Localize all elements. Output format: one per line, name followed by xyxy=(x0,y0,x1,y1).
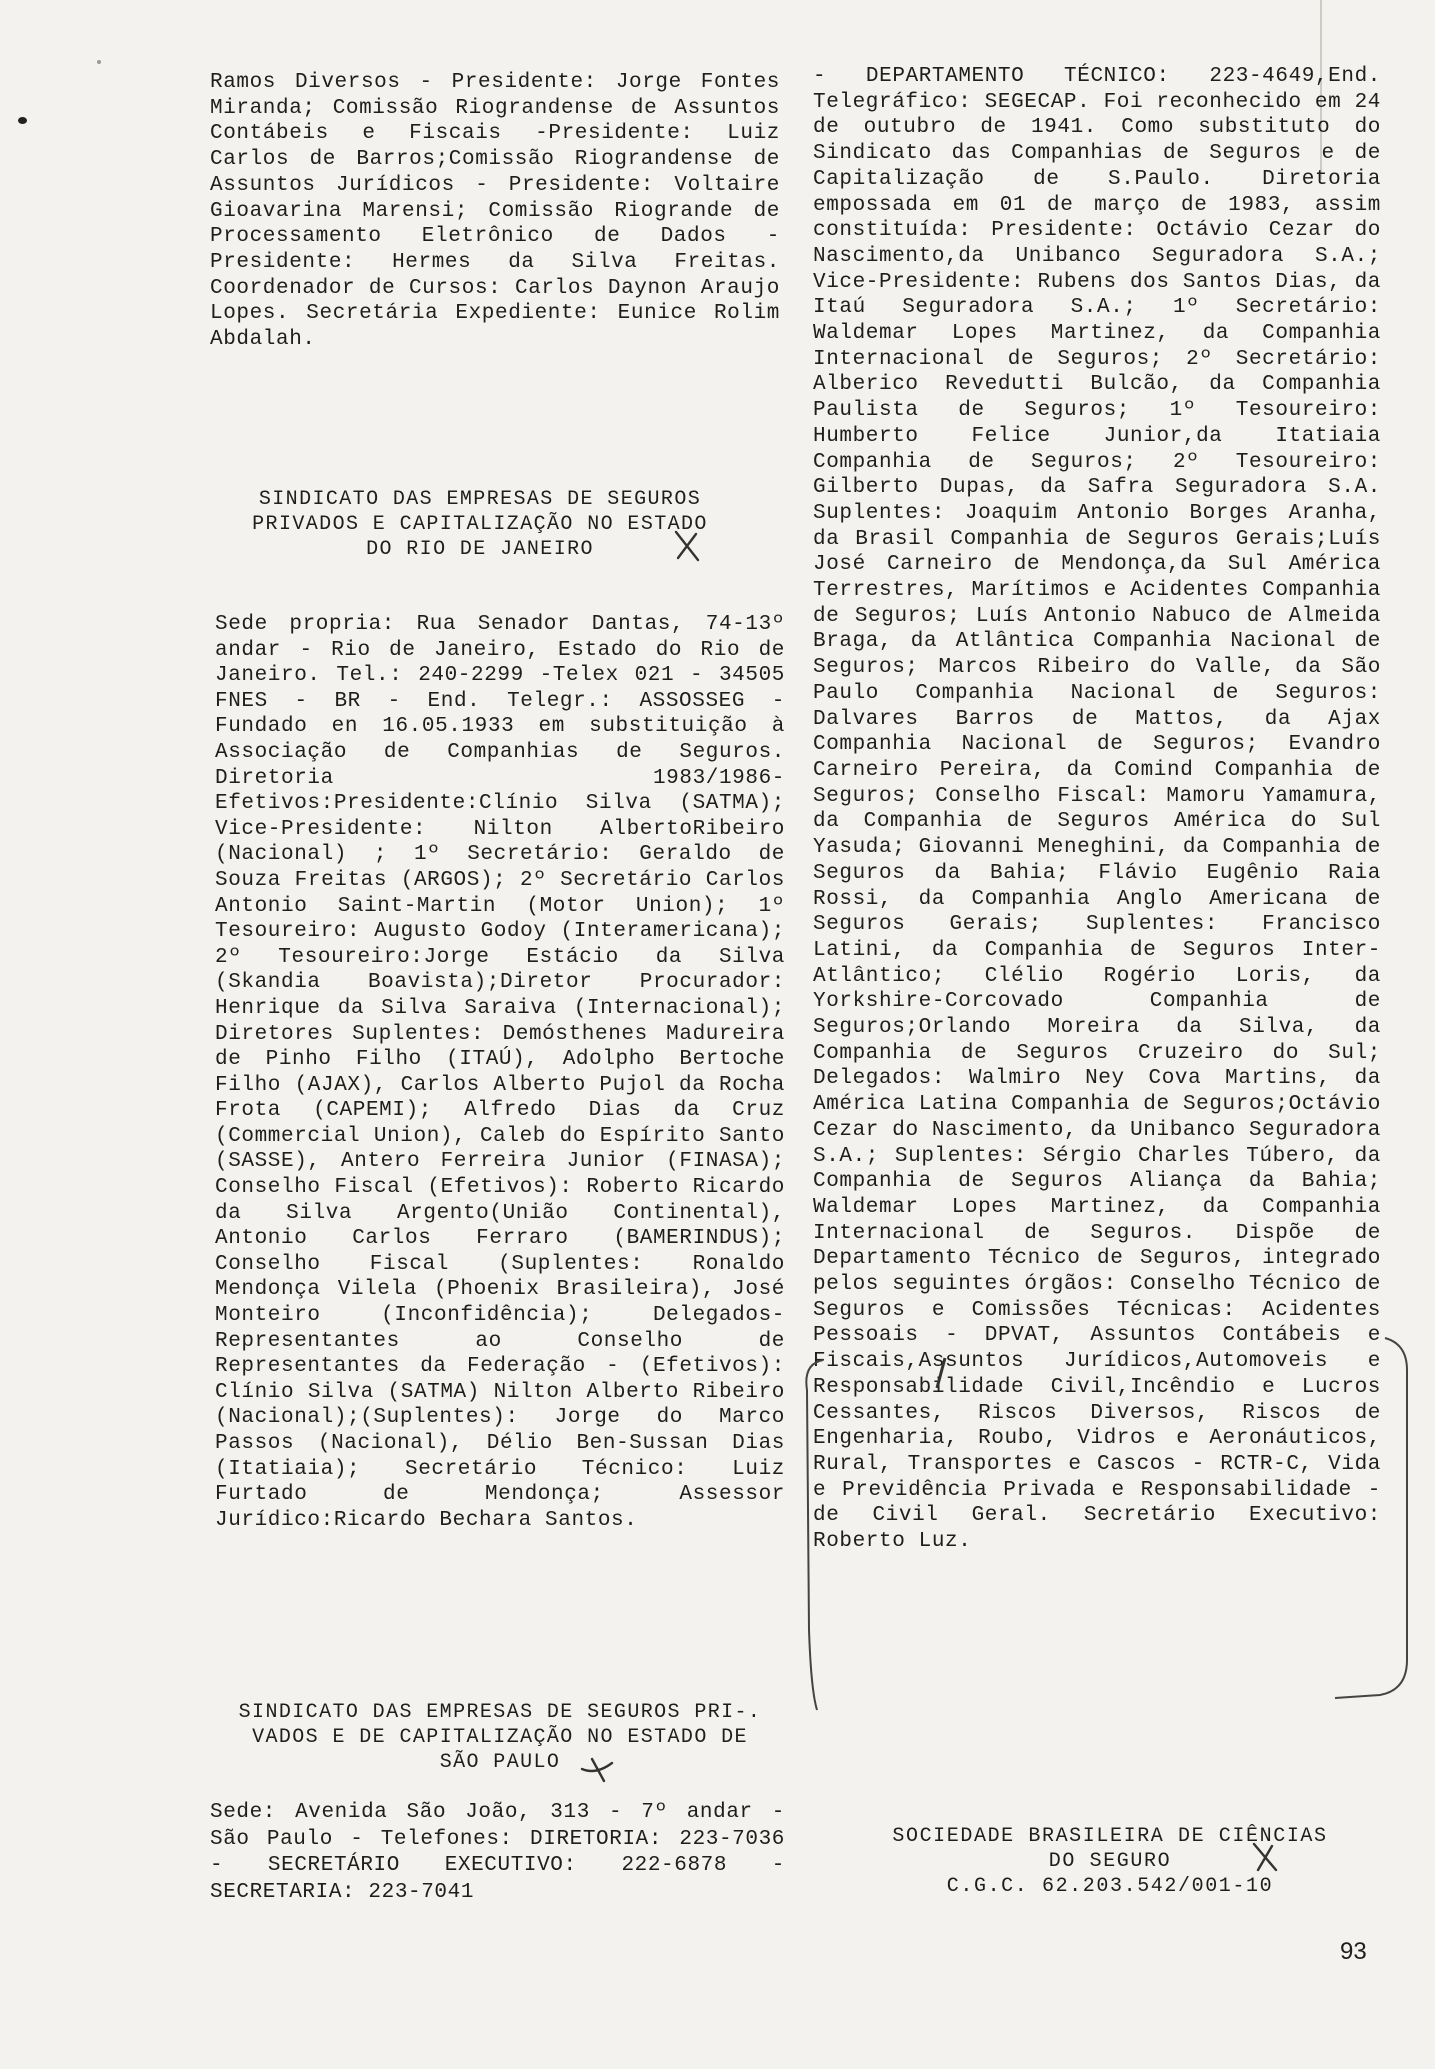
sp-body-text: Sede: Avenida São João, 313 - 7º andar - São Paulo - Telefones: DIRETORIA: 223-7036 - SECRETÁRIO EXECUTIVO: 222-6878 - SECRETARIA: 223-7041 xyxy=(210,1801,785,1904)
rio-heading-line-2: PRIVADOS E CAPITALIZAÇÃO NO ESTADO xyxy=(252,513,708,536)
society-heading xyxy=(845,1824,1375,1899)
right-body-text: - DEPARTAMENTO TÉCNICO: 223-4649,End. Telegráfico: SEGECAP. Foi reconhecido em 24 de outubro de 1941. Como substituto do Sindicato das Companhias de Seguros e de Capitalização de S.Paulo. Diretoria empossada em 01 de março de 1983, assim constituída: Presidente: Octávio Cezar do Nascimento,da Unibanco Seguradora S.A.; Vice-Presidente: Rubens dos Santos Dias, da Itaú Seguradora S.A.; 1º Secretário: Waldemar Lopes Martinez, da Companhia Internacional de Seguros; 2º Secretário: Alberico Revedutti Bulcão, da Companhia Paulista de Seguros; 1º Tesoureiro: Humberto Felice Junior,da Itatiaia Companhia de Seguros; 2º Tesoureiro: Gilberto Dupas, da Safra Seguradora S.A. Suplentes: Joaquim Antonio Borges Aranha, da Brasil Companhia de Seguros Gerais;Luís José Carneiro de Mendonça,da Sul América Terrestres, Marítimos e Acidentes Companhia de Seguros; Luís Antonio Nabuco de Almeida Braga, da Atlântica Companhia Nacional de Seguros; Marcos Ribeiro do Valle, da São Paulo Companhia Nacional de Seguros: Dalvares Barros de Mattos, da Ajax Companhia Nacional de Seguros; Evandro Carneiro Pereira, da Comind Companhia de Seguros; Conselho Fiscal: Mamoru Yamamura, da Companhia de Seguros América do Sul Yasuda; Giovanni Meneghini, da Companhia de Seguros da Bahia; Flávio Eugênio Raia Rossi, da Companhia Anglo Americana de Seguros Gerais; Suplentes: Francisco Latini, da Companhia de Seguros Inter-Atlântico; Clélio Rogério Loris, da Yorkshire-Corcovado Companhia de Seguros;Orlando Moreira da Silva, da Companhia de Seguros Cruzeiro do Sul; Delegados: Walmiro Ney Cova Martins, da América Latina Companhia de Seguros;Octávio Cezar do Nascimento, da Unibanco Seguradora S.A.; Suplentes: Sérgio Charles Túbero, da Companhia de Seguros Aliança da Bahia; Waldemar Lopes Martinez, da Companhia Internacional de Seguros. Dispõe de Departamento Técnico de Seguros, integrado pelos seguintes órgãos: Conselho Técnico de Seguros e Comissões Técnicas: Acidentes Pessoais - DPVAT, Assuntos Contábeis e Fiscais,Assuntos Jurídicos,Automoveis e Responsabilidade Civil,Incêndio e Lucros Cessantes, Riscos Diversos, Riscos de Engenharia, Roubo, Vidros e Aeronáuticos, Rural, Transportes e Cascos - RCTR-C, Vida e Previdência Privada e Responsabilidade - de Civil Geral. Secretário Executivo: Roberto Luz. xyxy=(813,65,1381,1554)
rio-body-text: Sede propria: Rua Senador Dantas, 74-13º andar - Rio de Janeiro, Estado do Rio de Janeiro. Tel.: 240-2299 -Telex 021 - 34505 FNES - BR - End. Telegr.: ASSOSSEG - Fundado en 16.05.1933 em substituição à Associação de Companhias de Seguros. Diretoria 1983/1986-Efetivos:Presidente:Clínio Silva (SATMA); Vice-Presidente: Nilton AlbertoRibeiro (Nacional) ; 1º Secretário: Geraldo de Souza Freitas (ARGOS); 2º Secretário Carlos Antonio Saint-Martin (Motor Union); 1º Tesoureiro: Augusto Godoy (Interamericana); 2º Tesoureiro:Jorge Estácio da Silva (Skandia Boavista);Diretor Procurador: Henrique da Silva Saraiva (Internacional); Diretores Suplentes: Demósthenes Madureira de Pinho Filho (ITAÚ), Adolpho Bertoche Filho (AJAX), Carlos Alberto Pujol da Rocha Frota (CAPEMI); Alfredo Dias da Cruz (Commercial Union), Caleb do Espírito Santo (SASSE), Antero Ferreira Junior (FINASA); Conselho Fiscal (Efetivos): Roberto Ricardo da Silva Argento(União Continental), Antonio Carlos Ferraro (BAMERINDUS); Conselho Fiscal (Suplentes: Ronaldo Mendonça Vilela (Phoenix Brasileira), José Monteiro (Inconfidência); Delegados- Representantes ao Conselho de Representantes da Federação - (Efetivos): Clínio Silva (SATMA) Nilton Alberto Ribeiro (Nacional);(Suplentes): Jorge do Marco Passos (Nacional), Délio Ben-Sussan Dias (Itatiaia); Secretário Técnico: Luiz Furtado de Mendonça; Assessor Jurídico:Ricardo Bechara Santos. xyxy=(215,613,785,1532)
sp-heading-line-3: SÃO PAULO xyxy=(439,1751,561,1774)
right-column-body xyxy=(813,64,1381,1555)
sp-heading-line-1: SINDICATO DAS EMPRESAS DE SEGUROS PRI-. xyxy=(238,1701,762,1724)
scan-speck xyxy=(97,60,101,64)
rio-heading-line-3: DO RIO DE JANEIRO xyxy=(366,538,594,561)
sp-syndicate-heading xyxy=(210,1700,790,1775)
page-number: 93 xyxy=(1340,1938,1367,1965)
rio-syndicate-heading xyxy=(210,487,750,562)
sp-heading-line-2: VADOS E DE CAPITALIZAÇÃO NO ESTADO DE xyxy=(252,1726,748,1749)
society-heading-line-2: DO SEGURO xyxy=(1048,1850,1172,1873)
left-intro-paragraph xyxy=(210,70,780,353)
rio-syndicate-body xyxy=(215,612,785,1533)
sp-syndicate-body xyxy=(210,1800,785,1906)
society-cgc-line: C.G.C. 62.203.542/001-10 xyxy=(946,1875,1274,1898)
scan-speck xyxy=(18,117,27,124)
rio-heading-line-1: SINDICATO DAS EMPRESAS DE SEGUROS xyxy=(258,488,702,511)
society-heading-line-1: SOCIEDADE BRASILEIRA DE CIÊNCIAS xyxy=(892,1825,1328,1848)
intro-text: Ramos Diversos - Presidente: Jorge Fontes Miranda; Comissão Riograndense de Assuntos Contábeis e Fiscais -Presidente: Luiz Carlos de Barros;Comissão Riograndense de Assuntos Jurídicos - Presidente: Voltaire Gioavarina Marensi; Comissão Riogrande de Processamento Eletrônico de Dados - Presidente: Hermes da Silva Freitas. Coordenador de Cursos: Carlos Daynon Araujo Lopes. Secretária Expediente: Eunice Rolim Abdalah. xyxy=(210,71,780,352)
